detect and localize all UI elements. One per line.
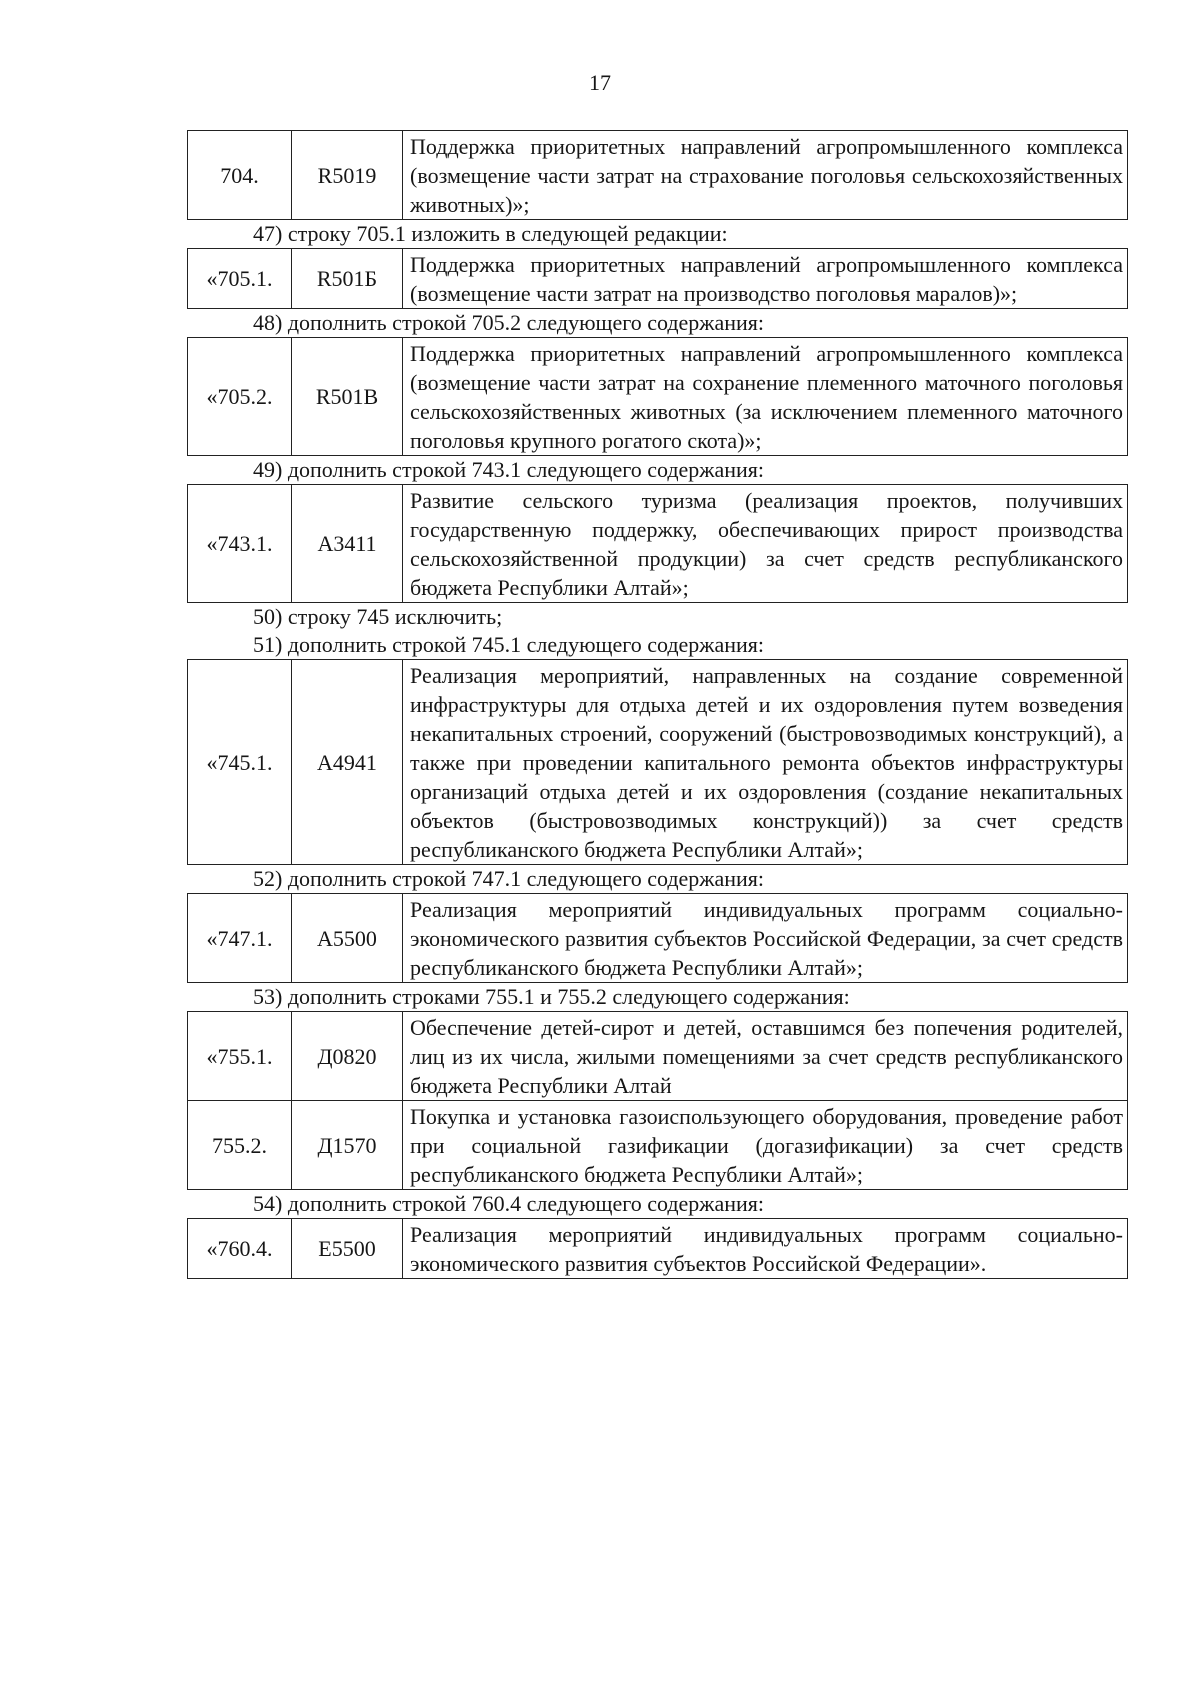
table-row	[188, 131, 1128, 220]
amendment-instruction: 50) строку 745 исключить;	[253, 604, 503, 629]
code-cell: R501В	[292, 338, 403, 456]
code-cell: А4941	[292, 660, 403, 865]
description-cell: Развитие сельского туризма (реализация проектов, получивших государственную поддержку, обеспечивающих прирост производства сельскохозяйственной продукции) за счет средств республиканского бюджета Республики Алтай»;	[403, 485, 1128, 603]
code-cell: Д0820	[292, 1012, 403, 1101]
description-cell: Поддержка приоритетных направлений агропромышленного комплекса (возмещение части затрат на производство поголовья маралов)»;	[403, 249, 1128, 309]
page-number: 17	[589, 70, 611, 95]
amendment-instruction: 52) дополнить строкой 747.1 следующего содержания:	[253, 866, 765, 891]
code-cell: Д1570	[292, 1101, 403, 1190]
amendment-table	[187, 337, 1128, 456]
code-cell: R501Б	[292, 249, 403, 309]
amendment-table	[187, 130, 1128, 220]
row-number-cell: 704.	[188, 131, 292, 220]
amendment-instruction: 51) дополнить строкой 745.1 следующего содержания:	[253, 632, 765, 657]
document-body	[187, 130, 1128, 1279]
amendment-table	[187, 248, 1128, 309]
description-cell: Поддержка приоритетных направлений агропромышленного комплекса (возмещение части затрат на сохранение племенного маточного поголовья сельскохозяйственных животных (за исключением племенного маточного поголовья крупного рогатого скота)»;	[403, 338, 1128, 456]
description-cell: Обеспечение детей-сирот и детей, оставшимся без попечения родителей, лиц из их числа, жилыми помещениями за счет средств республиканского бюджета Республики Алтай	[403, 1012, 1128, 1101]
table-row	[188, 1101, 1128, 1190]
amendment-table	[187, 893, 1128, 983]
code-cell: R5019	[292, 131, 403, 220]
description-cell: Реализация мероприятий индивидуальных программ социально-экономического развития субъектов Российской Федерации».	[403, 1219, 1128, 1279]
row-number-cell: «747.1.	[188, 894, 292, 983]
table-row	[188, 1012, 1128, 1101]
table-row	[188, 249, 1128, 309]
table-row	[188, 338, 1128, 456]
amendment-table	[187, 1011, 1128, 1190]
amendment-instruction: 49) дополнить строкой 743.1 следующего содержания:	[253, 457, 765, 482]
row-number-cell: «743.1.	[188, 485, 292, 603]
row-number-cell: 755.2.	[188, 1101, 292, 1190]
table-row	[188, 660, 1128, 865]
description-cell: Реализация мероприятий, направленных на создание современной инфраструктуры для отдыха детей и их оздоровления путем возведения некапитальных строений, сооружений (быстровозводимых конструкций), а также при проведении капитального ремонта объектов инфраструктуры организаций отдыха детей и их оздоровления (создание некапитальных объектов (быстровозводимых конструкций)) за счет средств республиканского бюджета Республики Алтай»;	[403, 660, 1128, 865]
description-cell: Реализация мероприятий индивидуальных программ социально-экономического развития субъектов Российской Федерации, за счет средств республиканского бюджета Республики Алтай»;	[403, 894, 1128, 983]
table-row	[188, 485, 1128, 603]
code-cell: А3411	[292, 485, 403, 603]
description-cell: Покупка и установка газоиспользующего оборудования, проведение работ при социальной газификации (догазификации) за счет средств республиканского бюджета Республики Алтай»;	[403, 1101, 1128, 1190]
table-row	[188, 894, 1128, 983]
row-number-cell: «755.1.	[188, 1012, 292, 1101]
amendment-instruction: 54) дополнить строкой 760.4 следующего содержания:	[253, 1191, 765, 1216]
table-row	[188, 1219, 1128, 1279]
code-cell: А5500	[292, 894, 403, 983]
amendment-instruction: 48) дополнить строкой 705.2 следующего содержания:	[253, 310, 765, 335]
row-number-cell: «745.1.	[188, 660, 292, 865]
amendment-table	[187, 1218, 1128, 1279]
amendment-instruction: 47) строку 705.1 изложить в следующей редакции:	[253, 221, 728, 246]
amendment-table	[187, 659, 1128, 865]
row-number-cell: «760.4.	[188, 1219, 292, 1279]
amendment-instruction: 53) дополнить строками 755.1 и 755.2 следующего содержания:	[253, 984, 850, 1009]
amendment-table	[187, 484, 1128, 603]
row-number-cell: «705.2.	[188, 338, 292, 456]
description-cell: Поддержка приоритетных направлений агропромышленного комплекса (возмещение части затрат на страхование поголовья сельскохозяйственных животных)»;	[403, 131, 1128, 220]
code-cell: Е5500	[292, 1219, 403, 1279]
row-number-cell: «705.1.	[188, 249, 292, 309]
